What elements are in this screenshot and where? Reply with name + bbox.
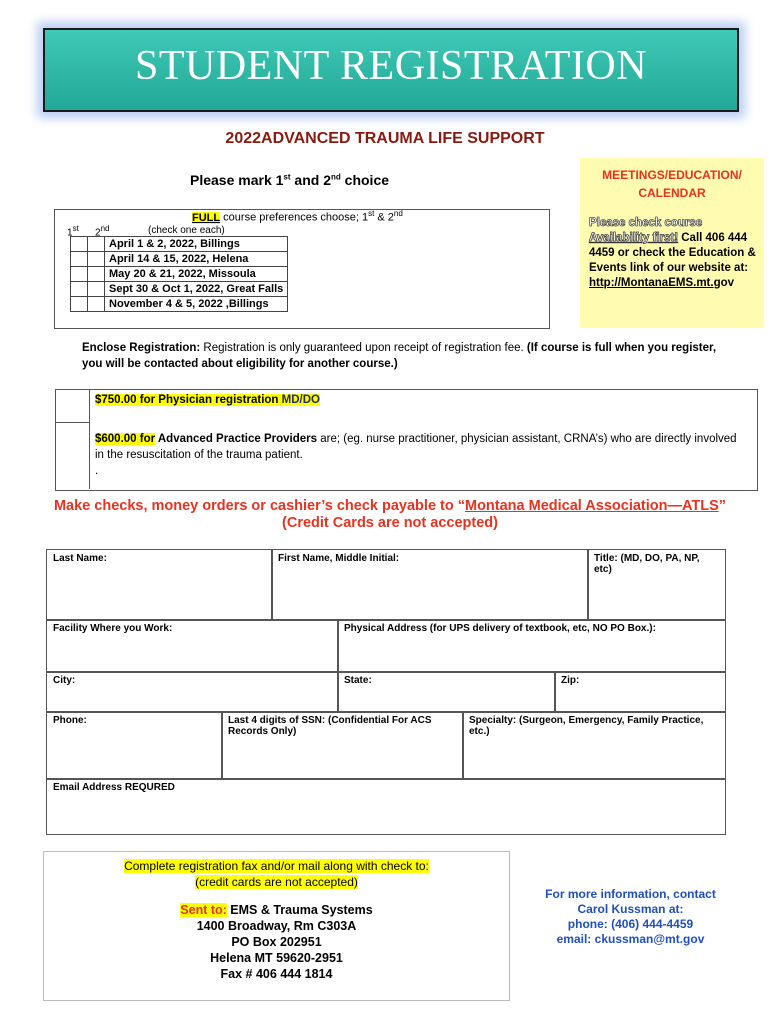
contact-email[interactable]: email: ckussman@mt.gov — [556, 932, 705, 946]
course-title: 2022ADVANCED TRAUMA LIFE SUPPORT — [225, 130, 545, 147]
table-row — [71, 267, 288, 282]
second-choice-checkbox[interactable] — [88, 237, 105, 252]
second-choice-checkbox[interactable] — [88, 252, 105, 267]
contact-info: For more information, contact Carol Kussman at: phone: (406) 444-4459 email: ckussman@mt.gov — [545, 887, 716, 946]
zip-field[interactable]: Zip: — [554, 671, 726, 713]
table-row — [71, 297, 288, 312]
choice-instruction: Please mark 1st and 2nd choice — [190, 172, 390, 188]
title-field[interactable]: Title: (MD, DO, PA, NP, etc) — [587, 549, 726, 621]
app-fee: $600.00 for Advanced Practice Providers are; (eg. nurse practitioner, physician assistant, CRNA’s) who are directly involved in the resuscitation of the trauma patient. . — [95, 433, 737, 477]
meetings-calendar-box — [580, 158, 764, 328]
state-field[interactable]: State: — [337, 671, 556, 713]
table-row — [71, 237, 288, 252]
phone-field[interactable]: Phone: — [46, 711, 223, 780]
course-date: Sept 30 & Oct 1, 2022, Great Falls — [105, 282, 288, 297]
check-one-each-note: (check one each) — [148, 225, 225, 236]
first-choice-column-header: 1st — [67, 224, 79, 239]
enclose-registration-note: Enclose Registration: Registration is only guaranteed upon receipt of registration fee. (If course is full when you register, you will be contacted about eligibility for another course.) — [82, 342, 717, 370]
physician-fee: $750.00 for Physician registration MD/DO — [95, 394, 320, 406]
physician-fee-checkbox[interactable] — [56, 390, 89, 422]
app-fee-checkbox[interactable] — [56, 423, 89, 488]
title-banner — [43, 28, 739, 112]
payment-instructions: Make checks, money orders or cashier’s check payable to “Montana Medical Association—ATLS” (Credit Cards are not accepted) — [53, 498, 727, 531]
email-field[interactable]: Email Address REQURED — [46, 778, 726, 835]
banner-title: STUDENT REGISTRATION — [134, 43, 648, 89]
first-name-field[interactable]: First Name, Middle Initial: — [271, 549, 589, 621]
course-date: November 4 & 5, 2022 ,Billings — [105, 297, 288, 312]
course-date: May 20 & 21, 2022, Missoula — [105, 267, 288, 282]
first-choice-checkbox[interactable] — [71, 282, 88, 297]
last-name-field[interactable]: Last Name: — [46, 549, 273, 621]
meetings-heading: MEETINGS/EDUCATION/ CALENDAR — [602, 168, 742, 200]
physical-address-field[interactable]: Physical Address (for UPS delivery of textbook, etc, NO PO Box.): — [337, 619, 726, 673]
first-choice-checkbox[interactable] — [71, 237, 88, 252]
course-date: April 1 & 2, 2022, Billings — [105, 237, 288, 252]
specialty-field[interactable]: Specialty: (Surgeon, Emergency, Family Practice, etc.) — [462, 711, 726, 780]
city-field[interactable]: City: — [46, 671, 339, 713]
second-choice-checkbox[interactable] — [88, 297, 105, 312]
ssn-field[interactable]: Last 4 digits of SSN: (Confidential For ACS Records Only) — [221, 711, 464, 780]
second-choice-checkbox[interactable] — [88, 282, 105, 297]
first-choice-checkbox[interactable] — [71, 252, 88, 267]
table-row — [71, 282, 288, 297]
facility-field[interactable]: Facility Where you Work: — [46, 619, 339, 673]
mailing-address: Sent to: EMS & Trauma Systems 1400 Broadway, Rm C303A PO Box 202951 Helena MT 59620-2951 Fax # 406 444 1814 — [180, 903, 373, 981]
second-choice-checkbox[interactable] — [88, 267, 105, 282]
second-choice-column-header: 2nd — [95, 224, 110, 239]
full-course-instruction: FULL course preferences choose; 1st & 2nd — [192, 209, 403, 224]
meetings-text: Please check course Availability first! Call 406 444 4459 or check the Education & Events link of our website at: http://MontanaEMS.mt.gov — [589, 217, 756, 289]
table-row — [71, 252, 288, 267]
first-choice-checkbox[interactable] — [71, 267, 88, 282]
course-dates-table — [70, 236, 288, 312]
mailing-instructions-box — [43, 851, 510, 1001]
website-link[interactable]: http://MontanaEMS.mt. — [589, 277, 714, 289]
first-choice-checkbox[interactable] — [71, 297, 88, 312]
course-date: April 14 & 15, 2022, Helena — [105, 252, 288, 267]
fee-column-divider — [89, 389, 90, 489]
mailing-note: Complete registration fax and/or mail along with check to: (credit cards are not accepted) — [124, 859, 429, 889]
